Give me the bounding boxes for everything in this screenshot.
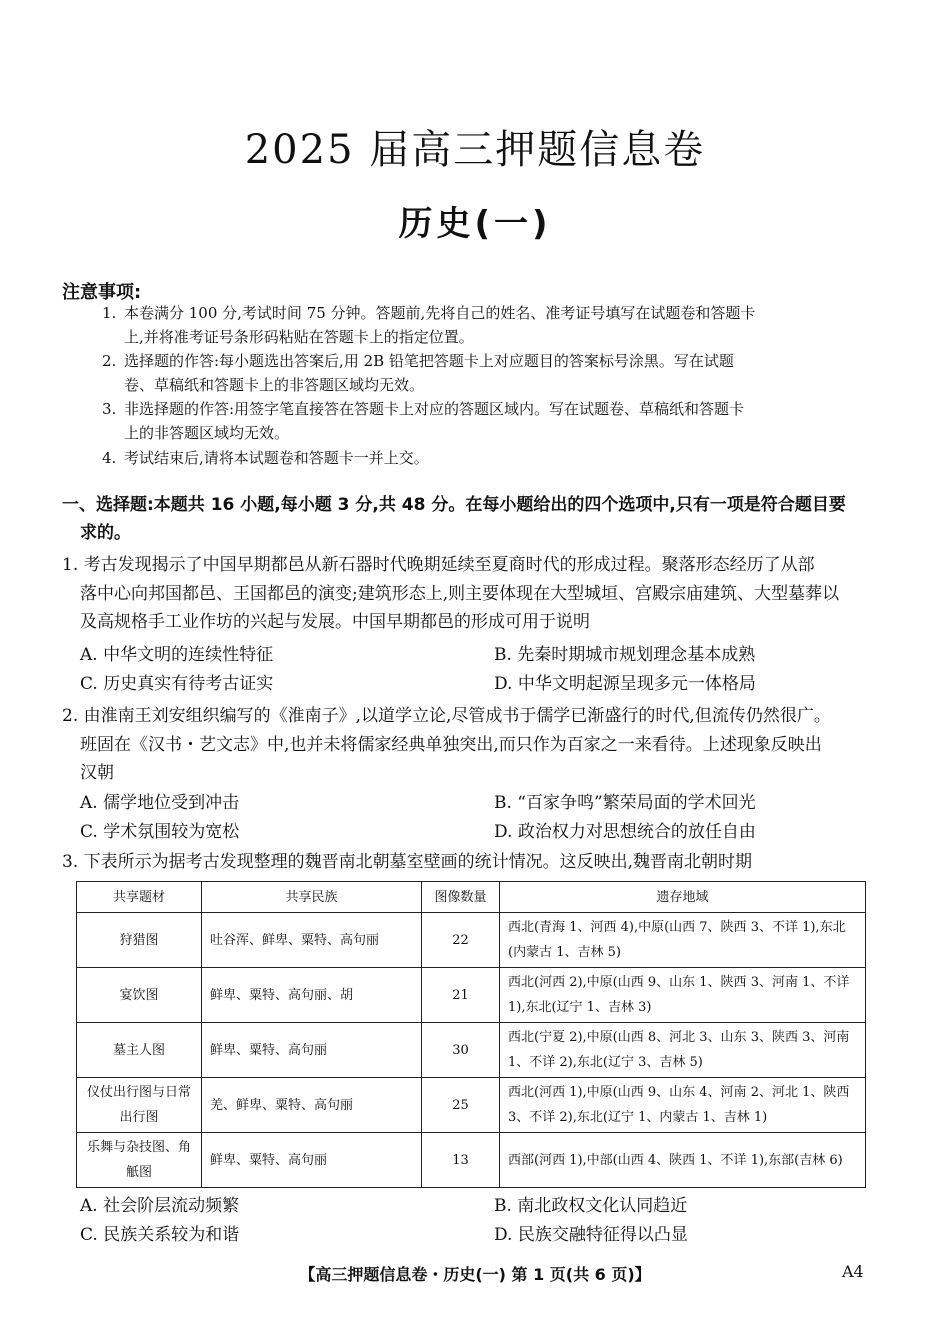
notice-number: 3.: [102, 400, 117, 418]
table-cell: 仪仗出行图与日常出行图: [77, 1078, 202, 1133]
notice-line: 卷、草稿纸和答题卡上的非答题区域均无效。: [124, 376, 425, 394]
question-line: 3. 下表所示为据考古发现整理的魏晋南北朝墓室壁画的统计情况。这反映出,魏晋南北朝时期: [62, 852, 753, 872]
question-1: [62, 551, 872, 637]
notice-line: 非选择题的作答:用签字笔直接答在答题卡上对应的答题区域内。写在试题卷、草稿纸和答题卡: [124, 400, 745, 418]
notice-heading: 注意事项:: [62, 282, 142, 303]
mural-statistics-table: [76, 881, 866, 1188]
table-row: [77, 1023, 866, 1078]
table-cell: 22: [422, 913, 500, 968]
question-1-option-c[interactable]: C. 历史真实有待考古证实: [80, 674, 274, 694]
table-header: 共享民族: [202, 882, 422, 913]
question-2-option-c[interactable]: C. 学术氛围较为宽松: [80, 822, 240, 842]
question-3-option-a[interactable]: A. 社会阶层流动频繁: [80, 1196, 240, 1216]
paper-size-code: A4: [842, 1262, 864, 1281]
section-line: 求的。: [80, 523, 131, 543]
page-title: 2025 届高三押题信息卷: [244, 127, 706, 173]
question-1-option-d[interactable]: D. 中华文明起源呈现多元一体格局: [494, 674, 756, 694]
question-line: 1. 考古发现揭示了中国早期都邑从新石器时代晚期延续至夏商时代的形成过程。聚落形态经历了从部: [62, 555, 815, 575]
table-cell: 羌、鲜卑、粟特、高句丽: [202, 1078, 422, 1133]
table-cell: 鲜卑、粟特、高句丽、胡: [202, 968, 422, 1023]
notice-number: 4.: [102, 449, 117, 467]
section-heading: [62, 491, 874, 547]
table-header: 图像数量: [422, 882, 500, 913]
question-line: 班固在《汉书・艺文志》中,也并未将儒家经典单独突出,而只作为百家之一来看待。上述现象反映出: [80, 734, 822, 755]
notice-line: 选择题的作答:每小题选出答案后,用 2B 铅笔把答题卡上对应题目的答案标号涂黑。写在试题: [124, 352, 734, 370]
notice-item-3: [102, 397, 872, 445]
question-3-option-b[interactable]: B. 南北政权文化认同趋近: [494, 1196, 688, 1216]
table-header: 遗存地域: [500, 882, 866, 913]
question-1-option-b[interactable]: B. 先秦时期城市规划理念基本成熟: [494, 645, 756, 665]
page-footer: 【高三押题信息卷・历史(一) 第 1 页(共 6 页)】: [299, 1265, 651, 1284]
question-2-option-b[interactable]: B. “百家争鸣”繁荣局面的学术回光: [494, 793, 756, 813]
table-row: [77, 913, 866, 968]
table-cell: 宴饮图: [77, 968, 202, 1023]
table-cell: 13: [422, 1133, 500, 1188]
table-cell: 鲜卑、粟特、高句丽: [202, 1133, 422, 1188]
table-cell: 狩猎图: [77, 913, 202, 968]
table-row: [77, 1133, 866, 1188]
table-cell: 吐谷浑、鲜卑、粟特、高句丽: [202, 913, 422, 968]
table-cell: 西北(河西 2),中原(山西 9、山东 1、陕西 3、河南 1、不详 1),东北(辽宁 1、吉林 3): [500, 968, 866, 1023]
question-line: 汉朝: [80, 763, 114, 783]
question-line: 落中心向邦国都邑、王国都邑的演变;建筑形态上,则主要体现在大型城垣、宫殿宗庙建筑、大型墓葬以: [80, 583, 840, 604]
question-line: 及高规格手工业作坊的兴起与发展。中国早期都邑的形成可用于说明: [80, 612, 590, 632]
question-3-option-c[interactable]: C. 民族关系较为和谐: [80, 1225, 240, 1245]
table-row: [77, 968, 866, 1023]
notice-line: 上的非答题区域均无效。: [124, 424, 290, 442]
notice-line: 考试结束后,请将本试题卷和答题卡一并上交。: [124, 449, 429, 467]
question-1-option-a[interactable]: A. 中华文明的连续性特征: [80, 645, 274, 665]
table-cell: 墓主人图: [77, 1023, 202, 1078]
notice-line: 本卷满分 100 分,考试时间 75 分钟。答题前,先将自己的姓名、准考证号填写在试题卷和答题卡: [124, 304, 756, 322]
table-cell: 西部(河西 1),中部(山西 4、陕西 1、不详 1),东部(吉林 6): [500, 1133, 866, 1188]
notice-item-1: [102, 301, 872, 349]
table-cell: 25: [422, 1078, 500, 1133]
page-subtitle: 历史(一): [398, 204, 552, 244]
question-line: 2. 由淮南王刘安组织编写的《淮南子》,以道学立论,尽管成书于儒学已渐盛行的时代,但流传仍然很广。: [62, 706, 831, 726]
notice-item-2: [102, 349, 872, 397]
table-cell: 乐舞与杂技图、角觗图: [77, 1133, 202, 1188]
notice-number: 2.: [102, 352, 117, 370]
notice-number: 1.: [102, 304, 117, 322]
table-row: [77, 1078, 866, 1133]
question-2-option-d[interactable]: D. 政治权力对思想统合的放任自由: [494, 822, 756, 842]
question-3-option-d[interactable]: D. 民族交融特征得以凸显: [494, 1225, 688, 1245]
table-cell: 西北(河西 1),中原(山西 9、山东 4、河南 2、河北 1、陕西 3、不详 2),东北(辽宁 1、内蒙古 1、吉林 1): [500, 1078, 866, 1133]
table-cell: 鲜卑、粟特、高句丽: [202, 1023, 422, 1078]
question-2-option-a[interactable]: A. 儒学地位受到冲击: [80, 793, 240, 813]
table-header-row: [77, 882, 866, 913]
table-cell: 21: [422, 968, 500, 1023]
table-cell: 西北(青海 1、河西 4),中原(山西 7、陕西 3、不详 1),东北(内蒙古 1、吉林 5): [500, 913, 866, 968]
notice-line: 上,并将准考证号条形码粘贴在答题卡上的指定位置。: [124, 328, 474, 346]
table-cell: 30: [422, 1023, 500, 1078]
table-header: 共享题材: [77, 882, 202, 913]
section-line: 一、选择题:本题共 16 小题,每小题 3 分,共 48 分。在每小题给出的四个选项中,只有一项是符合题目要: [62, 495, 846, 515]
question-2: [62, 702, 872, 788]
question-3: [62, 848, 872, 877]
notice-item-4: [102, 446, 872, 470]
table-cell: 西北(宁夏 2),中原(山西 8、河北 3、山东 3、陕西 3、河南 1、不详 2),东北(辽宁 3、吉林 5): [500, 1023, 866, 1078]
